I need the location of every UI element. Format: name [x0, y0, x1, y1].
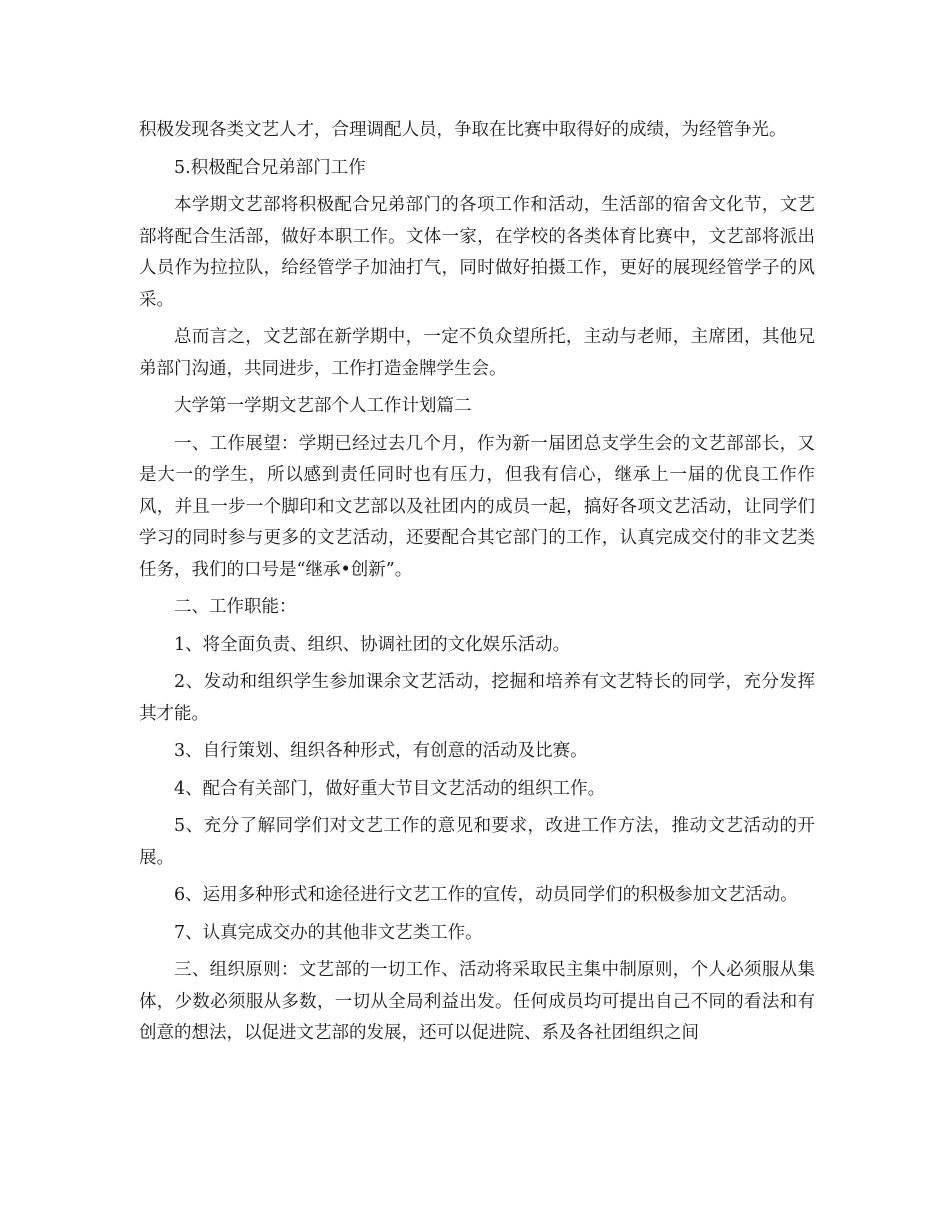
paragraph-3: 本学期文艺部将积极配合兄弟部门的各项工作和活动，生活部的宿舍文化节，文艺部将配合生活部，做好本职工作。文体一家，在学校的各类体育比赛中，文艺部将派出人员作为拉拉队，给经管学子加油打气，同时做好拍摄工作，更好的展现经管学子的风采。 [139, 195, 815, 310]
paragraph-2-heading: 5.积极配合兄弟部门工作 [174, 157, 366, 178]
paragraph-work-outlook: 一、工作展望：学期已经过去几个月，作为新一届团总支学生会的文艺部部长，又是大一的学生，所以感到责任同时也有压力，但我有信心，继承上一届的优良工作作风，并且一步一个脚印和文艺部以及社团内的成员一起，搞好各项文艺活动，让同学们学习的同时参与更多的文艺活动，还要配合其它部门的工作，认真完成交付的非文艺类任务，我们的口号是“继承•创新”。 [139, 433, 815, 580]
list-item-4: 4、配合有关部门，做好重大节目文艺活动的组织工作。 [174, 778, 606, 799]
paragraph-4: 总而言之，文艺部在新学期中，一定不负众望所托，主动与老师，主席团，其他兄弟部门沟通，共同进步，工作打造金牌学生会。 [139, 327, 815, 379]
list-item-2: 2、发动和组织学生参加课余文艺活动，挖掘和培养有文艺特长的同学，充分发挥其才能。 [139, 672, 815, 724]
list-item-5: 5、充分了解同学们对文艺工作的意见和要求，改进工作方法，推动文艺活动的开展。 [139, 816, 815, 868]
paragraph-organization-principles: 三、组织原则：文艺部的一切工作、活动将采取民主集中制原则，个人必须服从集体，少数必须服从多数，一切从全局利益出发。任何成员均可提出自己不同的看法和有创意的想法，以促进文艺部的发展，还可以促进院、系及各社团组织之间 [139, 960, 815, 1043]
list-item-1: 1、将全面负责、组织、协调社团的文化娱乐活动。 [174, 634, 571, 655]
document-body [139, 115, 815, 1056]
paragraph-work-functions-heading: 二、工作职能： [174, 597, 297, 617]
list-item-3: 3、自行策划、组织各种形式，有创意的活动及比赛。 [174, 741, 588, 761]
paragraph-1: 积极发现各类文艺人才，合理调配人员，争取在比赛中取得好的成绩，为经管争光。 [139, 120, 787, 140]
section-title: 大学第一学期文艺部个人工作计划篇二 [174, 396, 472, 416]
list-item-6: 6、运用多种形式和途径进行文艺工作的宣传，动员同学们的积极参加文艺活动。 [174, 885, 798, 905]
list-item-7: 7、认真完成交办的其他非文艺类工作。 [174, 922, 483, 943]
